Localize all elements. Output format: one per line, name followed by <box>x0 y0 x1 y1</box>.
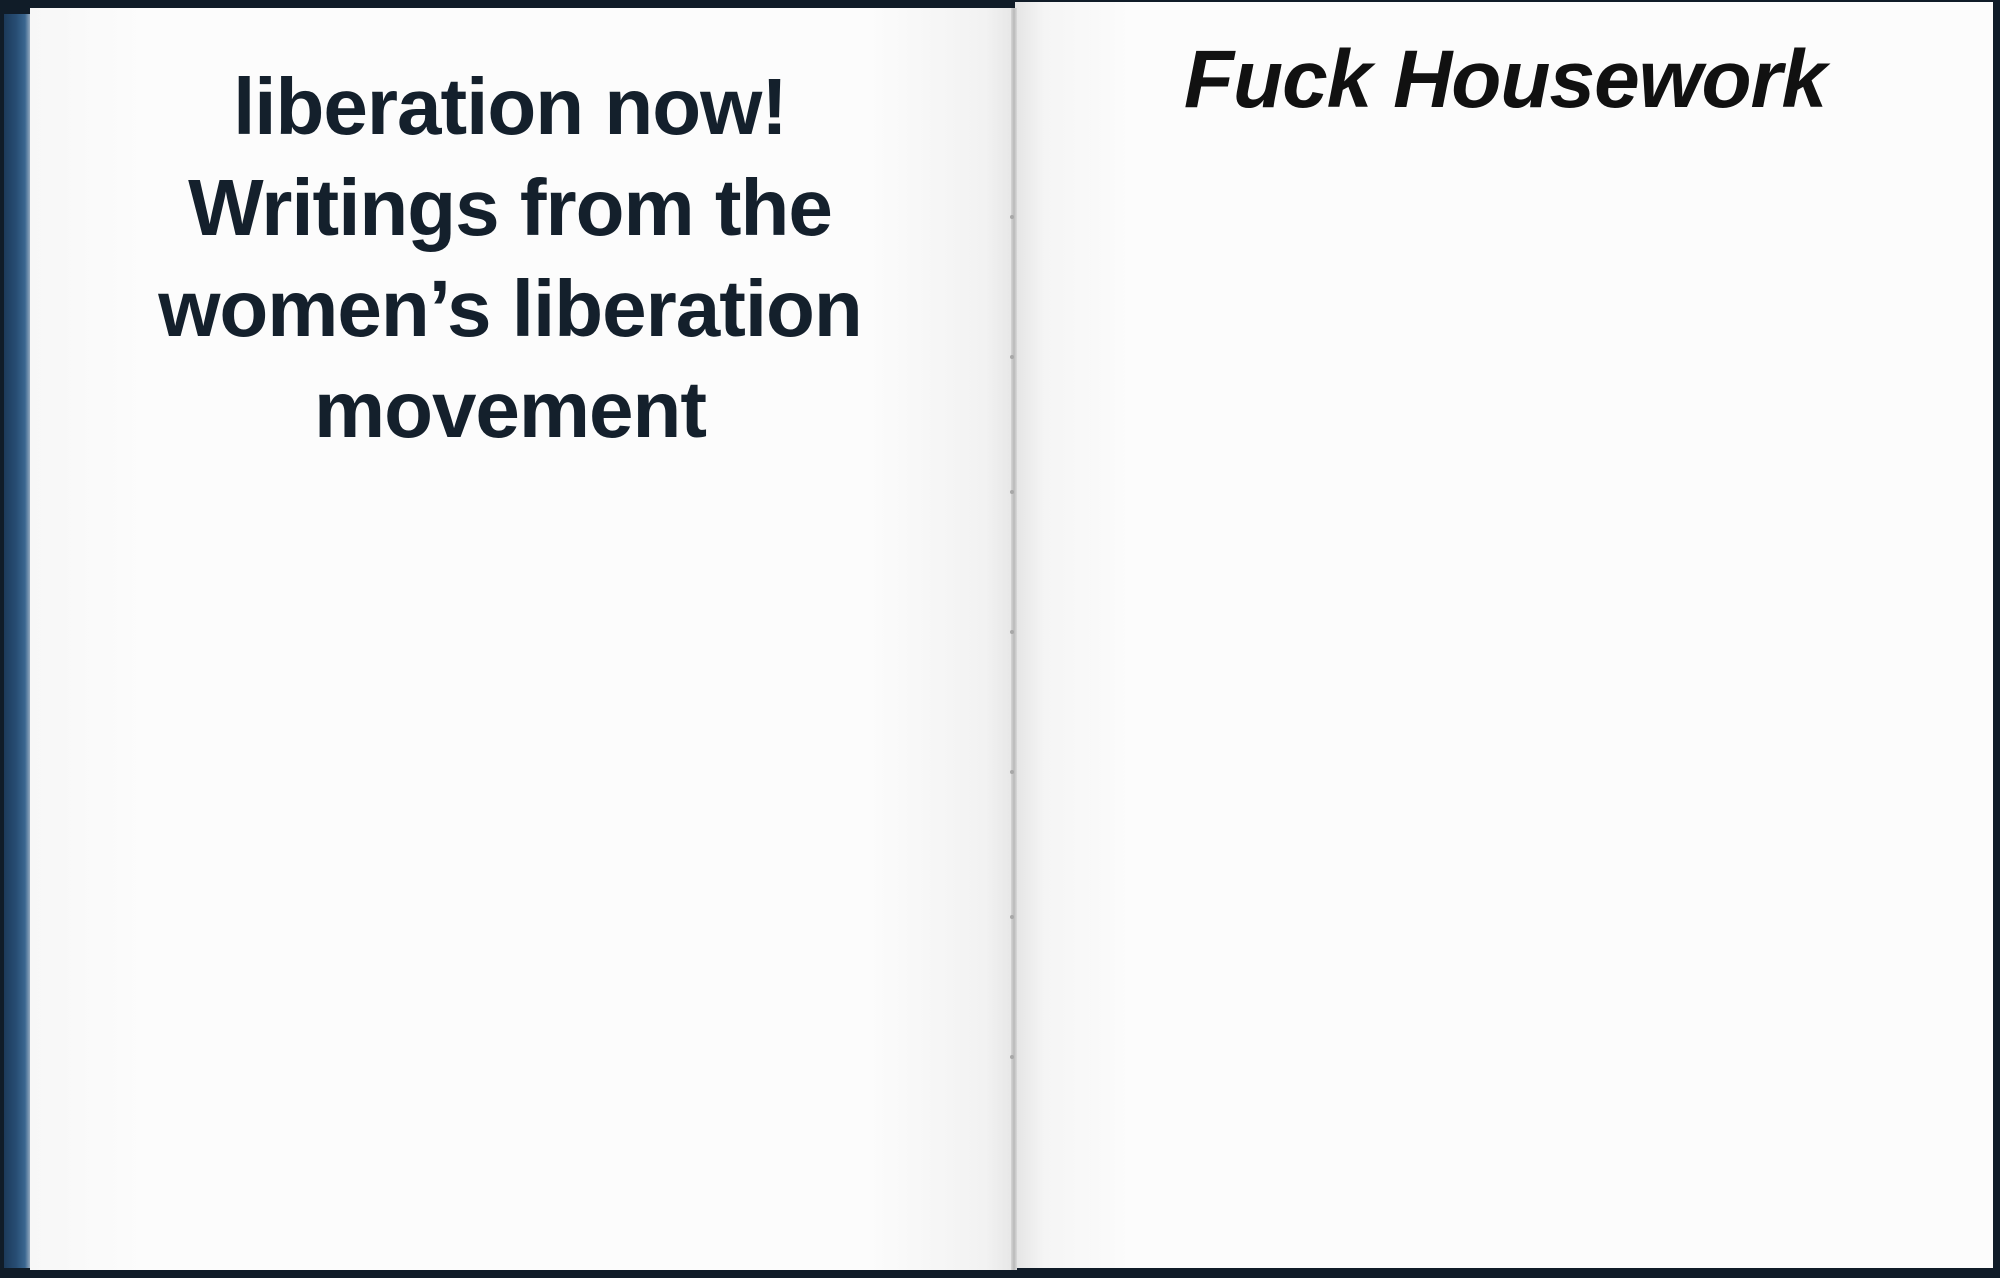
binding-stitch <box>1010 355 1014 359</box>
heading-line: women’s liberation <box>158 264 862 353</box>
binding-stitch <box>1010 770 1014 774</box>
right-page <box>1015 2 1993 1268</box>
heading-line: liberation now! <box>233 62 787 151</box>
binding-stitch <box>1010 215 1014 219</box>
heading-line: Writings from the <box>188 163 832 252</box>
binding-stitch <box>1010 1055 1014 1059</box>
heading-line: movement <box>313 365 707 454</box>
binding-stitch <box>1010 630 1014 634</box>
binding-stitch <box>1010 490 1014 494</box>
left-page-heading <box>130 56 890 460</box>
book-gutter <box>1011 8 1017 1270</box>
binding-stitch <box>1010 915 1014 919</box>
right-page-heading: Fuck Housework <box>1183 34 1827 125</box>
left-page <box>30 8 1015 1270</box>
